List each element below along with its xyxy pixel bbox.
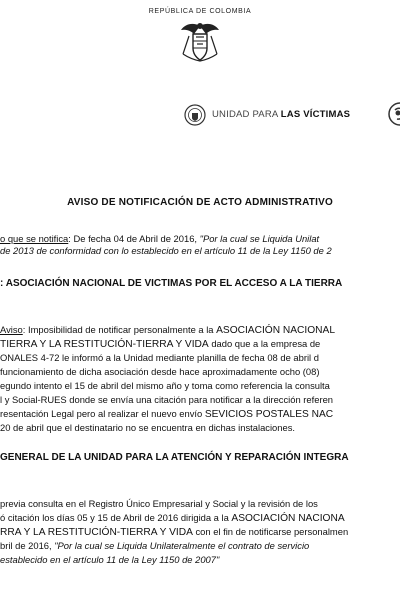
entidad-line: GENERAL DE LA UNIDAD PARA LA ATENCIÓN Y REPARACIÓN INTEGRA	[0, 452, 349, 463]
motivo-line-8: 20 de abril que el destinatario no se encuentra en dichas instalaciones.	[0, 422, 295, 433]
motivo-line-1: Aviso: Imposibilidad de notificar personalmente a la ASOCIACIÓN NACIONAL	[0, 324, 335, 336]
motivo-line-3: ONALES 4-72 le informó a la Unidad mediante planilla de fecha 08 de abril d	[0, 352, 319, 363]
seal-icon	[184, 104, 206, 126]
coat-of-arms-icon	[179, 20, 221, 64]
notificado-line: : ASOCIACIÓN NACIONAL DE VICTIMAS POR EL ACCESO A LA TIERRA	[0, 278, 343, 289]
motivo-line-2: TIERRA Y LA RESTITUCIÓN-TIERRA Y VIDA dado que a la empresa de	[0, 338, 321, 350]
final-line-5: establecido en el artículo 11 de la Ley 1150 de 2007"	[0, 554, 220, 565]
motivo-line-7: resentación Legal pero al realizar el nuevo envío SEVICIOS POSTALES NAC	[0, 408, 334, 420]
final-line-3: RRA Y LA RESTITUCIÓN-TIERRA Y VIDA con el fin de notificarse personalmen	[0, 526, 349, 538]
unit-name: UNIDAD PARA LAS VÍCTIMAS	[212, 109, 351, 120]
final-line-1: previa consulta en el Registro Único Empresarial y Social y la revisión de los	[0, 498, 318, 509]
header-country: REPÚBLICA DE COLOMBIA	[148, 8, 252, 15]
motivo-line-4: funcionamiento de dicha asociación desde hace aproximadamente ocho (08)	[0, 366, 320, 377]
acto-line-1: o que se notifica: De fecha 04 de Abril de 2016, "Por la cual se Liquida Unilat	[0, 233, 320, 244]
final-line-4: bril de 2016, "Por la cual se Liquida Unilateralmente el contrato de servicio	[0, 540, 310, 551]
motivo-line-6: l y Social-RUES donde se envía una citación para notificar a la dirección referen	[0, 394, 333, 405]
acto-line-2: de 2013 de conformidad con lo establecido en el artículo 11 de la Ley 1150 de 2	[0, 245, 332, 256]
motivo-line-5: egundo intento el 15 de abril del mismo año y toma como referencia la consulta	[0, 380, 330, 391]
partner-logo-icon	[386, 99, 400, 129]
final-line-2: ó citación los días 05 y 15 de Abril de 2016 dirigida a la ASOCIACIÓN NACIONA	[0, 512, 345, 524]
document-title: AVISO DE NOTIFICACIÓN DE ACTO ADMINISTRATIVO	[67, 197, 333, 208]
